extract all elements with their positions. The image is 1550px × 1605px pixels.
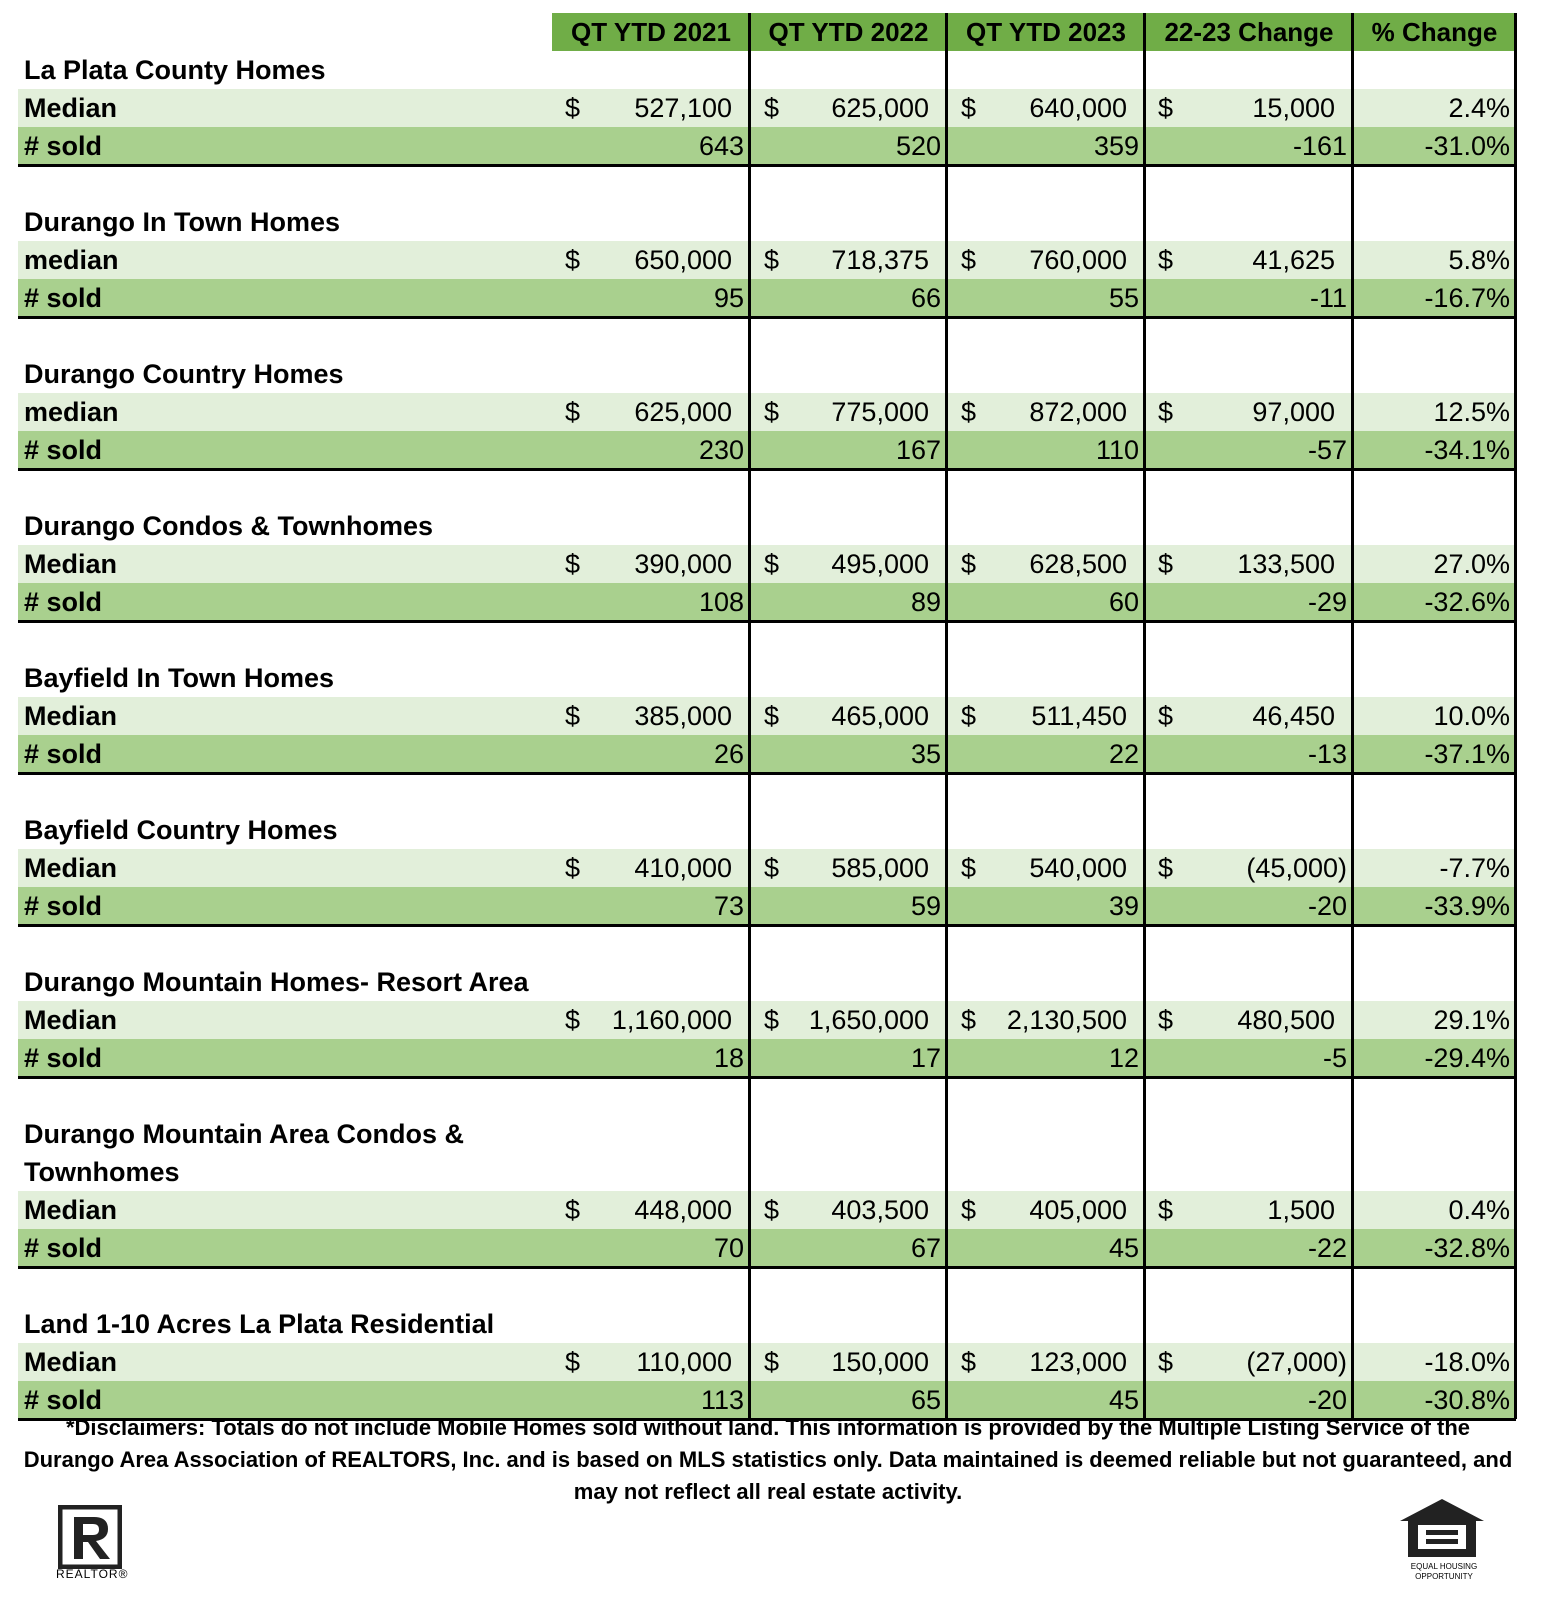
- row-label: # sold: [24, 587, 103, 617]
- sold-value: 520: [895, 131, 941, 161]
- column-divider: [748, 13, 751, 1419]
- median-value: -7.7%: [1439, 853, 1510, 883]
- sold-value: 108: [698, 587, 744, 617]
- sold-value: 167: [895, 435, 941, 465]
- currency-symbol: $: [565, 853, 581, 883]
- realtor-logo-icon: [58, 1505, 122, 1569]
- section-title: La Plata County Homes: [24, 55, 326, 85]
- row-label: median: [24, 397, 119, 427]
- column-header: QT YTD 2022: [750, 13, 947, 51]
- median-value: 385,000: [634, 701, 732, 731]
- sold-value: 359: [1093, 131, 1139, 161]
- median-value: (27,000): [1246, 1347, 1347, 1377]
- sold-value: 39: [1108, 891, 1139, 921]
- currency-symbol: $: [565, 1195, 581, 1225]
- median-value: 1,500: [1267, 1195, 1335, 1225]
- currency-symbol: $: [961, 1347, 977, 1377]
- sold-value: -11: [1309, 283, 1347, 313]
- median-value: 133,500: [1237, 549, 1335, 579]
- section-divider: [18, 772, 1516, 775]
- sold-value: 45: [1108, 1385, 1139, 1415]
- sold-value: 95: [713, 283, 744, 313]
- row-label: median: [24, 245, 119, 275]
- currency-symbol: $: [764, 701, 780, 731]
- column-header: % Change: [1353, 13, 1516, 51]
- median-value: 640,000: [1029, 93, 1127, 123]
- row-label: Median: [24, 853, 118, 883]
- row-label: # sold: [24, 131, 103, 161]
- sold-value: -20: [1307, 1385, 1347, 1415]
- row-label: Median: [24, 549, 118, 579]
- sold-value: -161: [1292, 131, 1347, 161]
- sold-value: -57: [1307, 435, 1347, 465]
- median-value: 15,000: [1252, 93, 1335, 123]
- sold-value: 65: [910, 1385, 941, 1415]
- equal-housing-label: EQUAL HOUSING OPPORTUNITY: [1410, 1562, 1478, 1581]
- median-value: 465,000: [831, 701, 929, 731]
- row-label: Median: [24, 1195, 118, 1225]
- sold-value: -37.1%: [1424, 739, 1510, 769]
- row-label: # sold: [24, 1043, 103, 1073]
- column-header: 22-23 Change: [1145, 13, 1353, 51]
- currency-symbol: $: [1158, 853, 1174, 883]
- currency-symbol: $: [1158, 701, 1174, 731]
- row-label: Median: [24, 1347, 118, 1377]
- section-title: Townhomes: [24, 1157, 180, 1187]
- median-value: 625,000: [831, 93, 929, 123]
- sold-value: 73: [713, 891, 744, 921]
- currency-symbol: $: [961, 397, 977, 427]
- median-value: 511,450: [1031, 701, 1127, 731]
- section-divider: [18, 924, 1516, 927]
- median-value: 403,500: [831, 1195, 929, 1225]
- median-value: 718,375: [831, 245, 929, 275]
- median-value: 775,000: [831, 397, 929, 427]
- median-value: 1,650,000: [808, 1005, 929, 1035]
- sold-value: 17: [910, 1043, 941, 1073]
- currency-symbol: $: [565, 701, 581, 731]
- median-value: 1,160,000: [611, 1005, 732, 1035]
- currency-symbol: $: [764, 1195, 780, 1225]
- realtor-logo-label: REALTOR®: [56, 1567, 129, 1581]
- sold-value: 35: [910, 739, 941, 769]
- median-value: 27.0%: [1433, 549, 1510, 579]
- column-header: QT YTD 2023: [947, 13, 1145, 51]
- currency-symbol: $: [1158, 397, 1174, 427]
- currency-symbol: $: [961, 1005, 977, 1035]
- currency-symbol: $: [565, 1347, 581, 1377]
- section-divider: [18, 316, 1516, 319]
- row-label: # sold: [24, 739, 103, 769]
- currency-symbol: $: [565, 397, 581, 427]
- row-label: Median: [24, 701, 118, 731]
- section-title: Durango Mountain Area Condos &: [24, 1119, 464, 1149]
- median-value: 110,000: [636, 1347, 732, 1377]
- row-label: Median: [24, 93, 118, 123]
- currency-symbol: $: [565, 1005, 581, 1035]
- median-value: 41,625: [1252, 245, 1335, 275]
- sold-value: -13: [1307, 739, 1347, 769]
- sold-value: 230: [698, 435, 744, 465]
- median-value: 480,500: [1237, 1005, 1335, 1035]
- row-label: # sold: [24, 891, 103, 921]
- median-value: -18.0%: [1424, 1347, 1510, 1377]
- median-value: 12.5%: [1433, 397, 1510, 427]
- sold-value: 59: [910, 891, 941, 921]
- sold-value: 70: [713, 1233, 744, 1263]
- section-title: Durango Mountain Homes- Resort Area: [24, 967, 529, 997]
- column-header: QT YTD 2021: [552, 13, 750, 51]
- median-value: 10.0%: [1433, 701, 1510, 731]
- median-value: 5.8%: [1448, 245, 1510, 275]
- currency-symbol: $: [565, 549, 581, 579]
- section-divider: [18, 164, 1516, 167]
- median-value: 527,100: [634, 93, 732, 123]
- currency-symbol: $: [961, 853, 977, 883]
- section-title: Durango In Town Homes: [24, 207, 340, 237]
- sold-value: 55: [1108, 283, 1139, 313]
- sold-value: -29.4%: [1424, 1043, 1510, 1073]
- sold-value: 60: [1108, 587, 1139, 617]
- row-label: # sold: [24, 1385, 103, 1415]
- sold-value: 66: [910, 283, 941, 313]
- median-value: 628,500: [1029, 549, 1127, 579]
- column-divider: [1351, 13, 1354, 1419]
- disclaimer-text: *Disclaimers: Totals do not include Mobile Homes sold without land. This information is provided by the Multiple Listing Service of the Durango Area Association of REALTORS, Inc. and is based on MLS statistics only. Data maintained is deemed reliable but not guaranteed, and may not reflect all real estate activity.: [23, 1415, 1513, 1504]
- sold-value: -32.6%: [1424, 587, 1510, 617]
- sold-value: -34.1%: [1424, 435, 1510, 465]
- column-divider: [1514, 13, 1517, 1419]
- section-title: Bayfield Country Homes: [24, 815, 338, 845]
- median-value: 29.1%: [1433, 1005, 1510, 1035]
- currency-symbol: $: [1158, 1347, 1174, 1377]
- sold-value: 113: [700, 1385, 744, 1415]
- sold-value: 643: [698, 131, 744, 161]
- median-value: 390,000: [634, 549, 732, 579]
- currency-symbol: $: [961, 245, 977, 275]
- currency-symbol: $: [764, 1005, 780, 1035]
- sold-value: 89: [910, 587, 941, 617]
- row-label: Median: [24, 1005, 118, 1035]
- sold-value: -20: [1307, 891, 1347, 921]
- median-value: 150,000: [831, 1347, 929, 1377]
- median-value: 495,000: [831, 549, 929, 579]
- sold-value: 22: [1108, 739, 1139, 769]
- sold-value: -22: [1307, 1233, 1347, 1263]
- sold-value: -33.9%: [1424, 891, 1510, 921]
- median-value: 2,130,500: [1006, 1005, 1127, 1035]
- median-value: 650,000: [634, 245, 732, 275]
- sold-value: -29: [1307, 587, 1347, 617]
- currency-symbol: $: [565, 245, 581, 275]
- median-value: 760,000: [1029, 245, 1127, 275]
- median-value: 410,000: [634, 853, 732, 883]
- sold-value: 110: [1095, 435, 1139, 465]
- section-title: Land 1-10 Acres La Plata Residential: [24, 1309, 495, 1339]
- median-value: 540,000: [1029, 853, 1127, 883]
- median-value: 625,000: [634, 397, 732, 427]
- median-value: 46,450: [1252, 701, 1335, 731]
- section-title: Durango Condos & Townhomes: [24, 511, 433, 541]
- median-value: 872,000: [1029, 397, 1127, 427]
- column-divider: [945, 13, 948, 1419]
- section-divider: [18, 468, 1516, 471]
- sold-value: 45: [1108, 1233, 1139, 1263]
- row-label: # sold: [24, 435, 103, 465]
- sold-value: 18: [713, 1043, 744, 1073]
- median-value: (45,000): [1246, 853, 1347, 883]
- currency-symbol: $: [961, 93, 977, 123]
- currency-symbol: $: [961, 1195, 977, 1225]
- section-divider: [18, 1266, 1516, 1269]
- equal-housing-icon: [1398, 1497, 1486, 1559]
- sold-value: -5: [1322, 1043, 1347, 1073]
- currency-symbol: $: [1158, 1005, 1174, 1035]
- currency-symbol: $: [1158, 245, 1174, 275]
- median-value: 0.4%: [1448, 1195, 1510, 1225]
- sold-value: 26: [713, 739, 744, 769]
- currency-symbol: $: [1158, 549, 1174, 579]
- currency-symbol: $: [764, 93, 780, 123]
- section-title: Durango Country Homes: [24, 359, 344, 389]
- column-divider: [1143, 13, 1146, 1419]
- median-value: 405,000: [1029, 1195, 1127, 1225]
- sold-value: -16.7%: [1424, 283, 1510, 313]
- sold-value: 12: [1108, 1043, 1139, 1073]
- section-divider: [18, 620, 1516, 623]
- median-value: 123,000: [1029, 1347, 1127, 1377]
- median-value: 97,000: [1252, 397, 1335, 427]
- currency-symbol: $: [1158, 1195, 1174, 1225]
- currency-symbol: $: [764, 1347, 780, 1377]
- median-value: 585,000: [831, 853, 929, 883]
- sold-value: -30.8%: [1424, 1385, 1510, 1415]
- section-divider: [18, 1076, 1516, 1079]
- row-label: # sold: [24, 1233, 103, 1263]
- currency-symbol: $: [1158, 93, 1174, 123]
- sold-value: -31.0%: [1424, 131, 1510, 161]
- sold-value: 67: [910, 1233, 941, 1263]
- currency-symbol: $: [961, 701, 977, 731]
- currency-symbol: $: [565, 93, 581, 123]
- section-title: Bayfield In Town Homes: [24, 663, 335, 693]
- median-value: 448,000: [634, 1195, 732, 1225]
- median-value: 2.4%: [1448, 93, 1510, 123]
- currency-symbol: $: [764, 549, 780, 579]
- sold-value: -32.8%: [1424, 1233, 1510, 1263]
- currency-symbol: $: [764, 245, 780, 275]
- row-label: # sold: [24, 283, 103, 313]
- currency-symbol: $: [961, 549, 977, 579]
- currency-symbol: $: [764, 853, 780, 883]
- currency-symbol: $: [764, 397, 780, 427]
